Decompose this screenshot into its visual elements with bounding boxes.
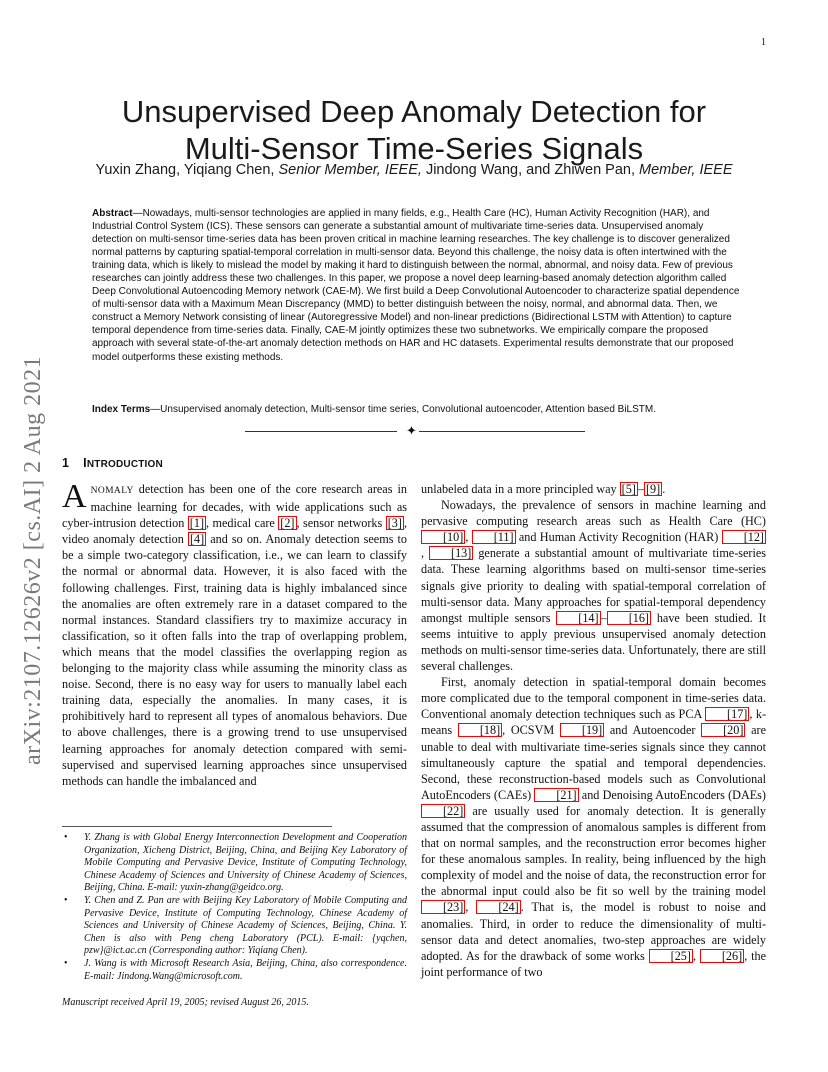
text-run: , <box>421 546 430 561</box>
text-run: . That is, the model is robust to noise and anomalies. Third, in order to reduce the dimensionality of multi-sensor data and detect anomalies, two-step approaches are widely adopted. As for the drawback of some works <box>421 900 767 963</box>
abstract <box>92 207 740 364</box>
footnote-item <box>62 895 407 958</box>
drop-cap: A <box>62 478 87 515</box>
page-number: 1 <box>761 37 766 48</box>
abstract-label: Abstract <box>92 208 133 219</box>
footnote-text: Y. Chen and Z. Pan are with Beijing Key Laboratory of Mobile Computing and Pervasive Device, Institute of Computing Technology, Chinese Academy of Sciences and University of Chinese Academy of Sciences, Beijing, China. Y. Chen is also with Peng cheng Laboratory (PCL). E-mail: {yqchen, pzw}@ict.ac.cn (Corresponding author: Yiqiang Chen). <box>84 894 407 957</box>
citation-link[interactable]: [16] <box>607 611 651 625</box>
author-list <box>60 162 768 178</box>
title-line-2: Multi-Sensor Time-Series Signals <box>184 130 644 166</box>
intro-paragraph-3 <box>421 674 766 980</box>
author-role-2: Member, IEEE <box>639 162 733 178</box>
footnote-item <box>62 958 407 983</box>
text-run: generate a substantial amount of multivariate time-series data. These learning algorithms based on multi-sensor time-series signals give priority to dealing with spatial-temporal correlation of multi-sensor data. Many approaches for spatial-temporal dependency amongst multiple sensors <box>421 546 767 625</box>
authors-part-1: Yuxin Zhang, Yiqiang Chen, <box>95 162 275 178</box>
citation-link[interactable]: [1] <box>189 516 205 531</box>
section-heading <box>62 456 163 470</box>
intro-paragraph-1-continued <box>421 481 766 497</box>
intro-paragraph-2 <box>421 497 766 674</box>
author-role-1: Senior Member, IEEE, <box>278 162 422 178</box>
citation-link[interactable]: [26] <box>700 949 744 963</box>
smallcaps-word: NOMALY <box>90 486 134 496</box>
text-run: , sensor networks <box>296 516 386 531</box>
bullet-icon: • <box>64 957 68 969</box>
citation-link[interactable]: [10] <box>421 530 465 544</box>
citation-link[interactable]: [2] <box>280 516 295 531</box>
bullet-icon: • <box>64 894 68 906</box>
divider-rule-left <box>245 431 397 432</box>
authors-part-2: Jindong Wang, and Zhiwen Pan, <box>425 162 635 178</box>
citation-link[interactable]: [5] <box>621 482 636 496</box>
text-run: First, anomaly detection in spatial-temporal domain becomes more complicated due to the temporal component in time-series data. Conventional anomaly detection techniques such as PCA <box>421 675 766 722</box>
intro-paragraph-1 <box>62 478 407 789</box>
text-run: detection has been one of the core research areas in machine learning for decades, with wide applications such as cyber-intrusion detection <box>62 482 407 531</box>
citation-link[interactable]: [4] <box>189 532 205 547</box>
title-line-1: Unsupervised Deep Anomaly Detection for <box>121 93 707 129</box>
text-run: , the joint performance of two <box>421 948 766 979</box>
left-column <box>62 478 407 789</box>
bullet-icon: • <box>64 832 68 843</box>
text-run: unlabeled data in a more principled way <box>421 482 620 496</box>
divider-diamond-icon: ✦ <box>406 423 417 438</box>
section-title-initial: I <box>83 456 87 470</box>
arxiv-identifier-stamp: arXiv:2107.12626v2 [cs.AI] 2 Aug 2021 <box>20 355 46 765</box>
text-run: , <box>692 948 700 963</box>
manuscript-note: Manuscript received April 19, 2005; revised August 26, 2015. <box>62 997 309 1008</box>
footnote-text: Y. Zhang is with Global Energy Interconnection Development and Cooperation Organization, Xicheng District, Beijing, China, and Beijing Key Laboratory of Mobile Computing and Pervasive Device, Institute of Computing Technology, Chinese Academy of Sciences and University of Chinese Academy of Sciences, Beijing, China. E-mail: yuxin-zhang@geidco.org. <box>84 832 407 894</box>
right-column <box>421 481 766 980</box>
section-title-rest: NTRODUCTION <box>86 459 163 470</box>
citation-link[interactable]: [22] <box>421 804 465 818</box>
citation-link[interactable]: [20] <box>701 723 745 737</box>
text-run: and Human Activity Recognition (HAR) <box>515 530 722 545</box>
text-run: Nowadays, the prevalence of sensors in machine learning and pervasive computing research areas such as Health Care (HC) <box>421 498 766 529</box>
index-terms-label: Index Terms <box>92 404 151 415</box>
text-run: and Autoencoder <box>604 723 702 738</box>
text-run: and so on. Anomaly detection seems to be a simple two-category classification, i.e., we can learn to classify the normal or abnormal data. However, it is also faced with the following challenges. First, training data is highly imbalanced since the anomalies are often extremely rare in a dataset compared to the normal instances. Standard classifiers try to maximize accuracy in classification, so it often falls into the trap of overlapping problem, which means that the model classifies the overlapping region as belonging to the majority class while assuming the minority class as noise. Second, there is no easy way for users to manually label each training data, especially the anomalies. In many cases, it is prohibitively hard to represent all types of anomalous behaviors. Due to above challenges, there is a growing trend to use unsupervised learning approaches for anomaly detection compared with semi-supervised and supervised learning approaches since unsupervised methods can handle the imbalanced and <box>62 532 407 788</box>
citation-link[interactable]: [14] <box>556 611 600 625</box>
citation-link[interactable]: [19] <box>560 723 604 737</box>
citation-link[interactable]: [9] <box>645 482 661 496</box>
text-run: , video anomaly detection <box>62 516 407 547</box>
text-run: are unable to deal with multivariate time-series signals since they cannot simultaneously capture the spatial and temporal dependencies. Second, these reconstruction-based models such as Convolutional AutoEncoders (CAEs) <box>421 723 766 802</box>
citation-link[interactable]: [3] <box>387 516 402 531</box>
text-run: , medical care <box>206 516 279 531</box>
section-number: 1 <box>62 456 70 470</box>
footnote-item <box>62 832 407 895</box>
text-run: . <box>662 482 666 496</box>
citation-link[interactable]: [13] <box>429 546 473 560</box>
citation-link[interactable]: [24] <box>476 900 520 914</box>
text-run: , k-means <box>421 707 766 738</box>
index-terms-text: —Unsupervised anomaly detection, Multi-sensor time series, Convolutional autoencoder, Attention based BiLSTM. <box>150 404 656 415</box>
citation-link[interactable]: [25] <box>649 949 693 963</box>
footnote-text: J. Wang is with Microsoft Research Asia, Beijing, China, also correspondence. E-mail: Jindong.Wang@microsoft.com. <box>84 957 407 982</box>
text-run: , <box>465 530 472 545</box>
citation-link[interactable]: [21] <box>534 788 578 802</box>
citation-link[interactable]: [23] <box>421 900 465 914</box>
footnote-rule <box>62 826 332 827</box>
text-run: – <box>600 610 607 625</box>
abstract-text: —Nowadays, multi-sensor technologies are applied in many fields, e.g., Health Care (HC), Human Activity Recognition (HAR), and Industrial Control System (ICS). These sensors can generate a substantial amount of multivariate time-series data. Unsupervised anomaly detection on multi-sensor time-series data has been proven critical in machine learning researches. The key challenge is to discover generalized normal patterns by capturing spatial-temporal correlation in multi-sensor data. Beyond this challenge, the noisy data is often intertwined with the training data, which is likely to mislead the model by making it hard to distinguish between the normal, abnormal, and noisy data. Few of previous researches can jointly address these two challenges. In this paper, we propose a novel deep learning-based anomaly detection algorithm called Deep Convolutional Autoencoding Memory network (CAE-M). We first build a Deep Convolutional Autoencoder to characterize spatial dependence of multi-sensor data with a Maximum Mean Discrepancy (MMD) to better distinguish between the noisy, normal, and abnormal data. Then, we construct a Memory Network consisting of linear (Autoregressive Model) and non-linear predictions (Bidirectional LSTM with Attention) to capture temporal dependence from time-series data. Finally, CAE-M jointly optimizes these two subnetworks. We empirically compare the proposed approach with several state-of-the-art anomaly detection methods on HAR and HC datasets. Experimental results demonstrate that our proposed model outperforms these existing methods. <box>92 208 740 363</box>
text-run: are usually used for anomaly detection. It is generally assumed that the compression of anomalous samples is different from that on normal samples, and the reconstruction error becomes higher for these anomalous samples. In reality, being influenced by the high complexity of model and the noise of data, the reconstruction error for the abnormal input could also be fit so well by the training model <box>421 803 766 899</box>
author-footnotes <box>62 832 407 983</box>
index-terms <box>92 403 740 416</box>
citation-link[interactable]: [11] <box>472 530 516 544</box>
text-run: and Denoising AutoEncoders (DAEs) <box>578 787 766 802</box>
citation-link[interactable]: [17] <box>705 707 749 721</box>
section-divider <box>245 423 585 438</box>
paper-title <box>60 93 768 167</box>
divider-rule-right <box>419 431 585 432</box>
text-run: have been studied. It seems intuitive to apply previous unsupervised anomaly detection methods on multi-sensor time-series data. Unfortunately, there are still several challenges. <box>421 610 766 674</box>
citation-link[interactable]: [18] <box>458 723 502 737</box>
text-run: , <box>465 900 477 915</box>
citation-link[interactable]: [12] <box>722 530 766 544</box>
text-run: – <box>637 482 644 496</box>
text-run: , OCSVM <box>502 723 560 738</box>
